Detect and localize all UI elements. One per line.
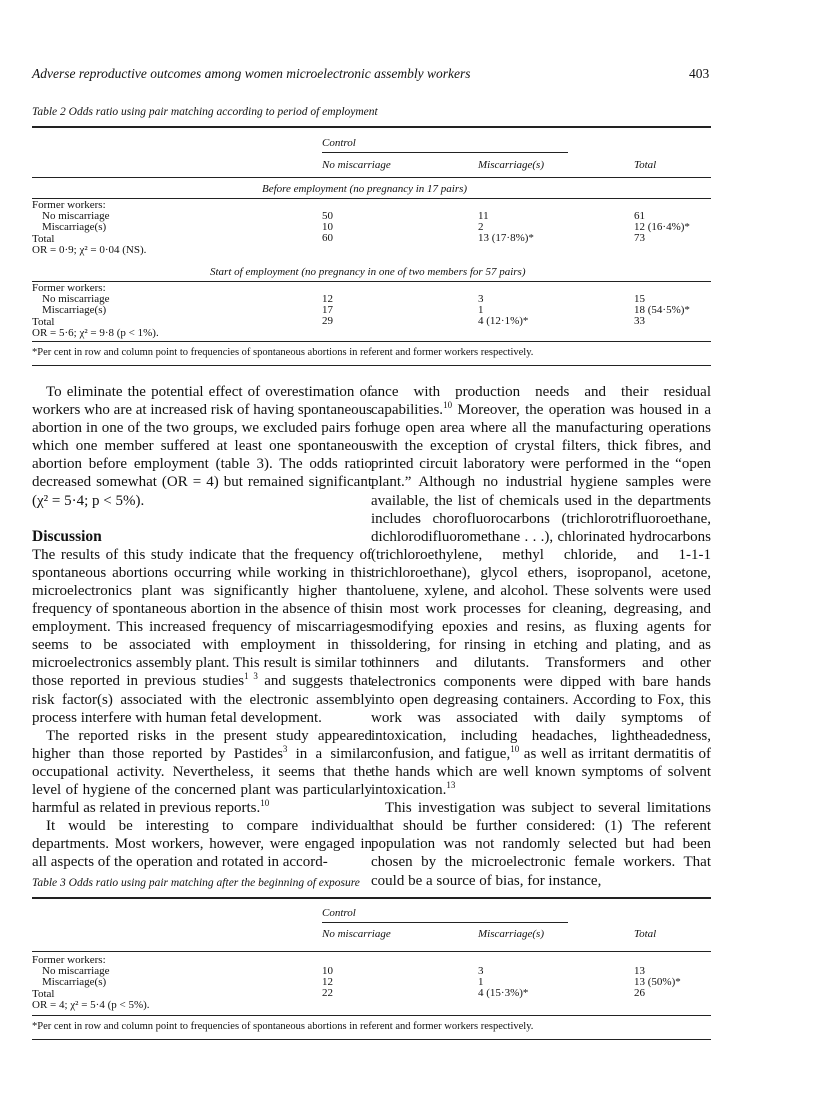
table-3-footnote-rule [32, 1039, 711, 1040]
table-2-section-2-col-3 [634, 294, 690, 328]
table-2-section-2-rule [32, 281, 711, 282]
table-2-bottom-rule [32, 341, 711, 342]
table-cell: 4 (12·1%)* [478, 315, 529, 328]
left-text-column [32, 383, 372, 871]
table-cell: 73 [634, 232, 645, 245]
row-label: Miscarriage(s) [42, 976, 107, 989]
paragraph: To eliminate the potential effect of overestimation of workers who are at increased risk of having spontaneous abortion in one of the two groups, we excluded pairs for which one member suffered at least one spontaneous abortion before employment (table 3). The odds ratio decreased somewhat (OR = 4) but remained significant (χ² = 5·4; p < 5%). [32, 384, 372, 509]
table-2-section-2-title: Start of employment (no pregnancy in one of two members for 57 pairs) [210, 266, 526, 278]
table-3-col-total: Total [634, 928, 657, 940]
table-cell: 13 [634, 965, 645, 977]
table-cell: 26 [634, 987, 645, 1000]
table-cell: 13 (50%)* [634, 976, 681, 989]
table-cell: 33 [634, 315, 645, 328]
table-cell: 1 [478, 976, 484, 989]
table-cell: 10 [322, 965, 333, 977]
table-2-section-2-col-1 [322, 294, 333, 328]
table-cell: 50 [322, 210, 333, 222]
row-label: Total [32, 315, 55, 328]
paragraph: ance with production needs and their residual capabilities.$^{10}$ Moreover, the operation was housed in a huge open area where all the manufacturing operations with the exception of crystal filters, thick fibres, and printed circuit laboratory were performed in the “open plant.” Although no industrial hygiene samples were available, the list of chemicals used in the departments includes chorofluorocarbons (trichlorotrifluoroethane, dichlorodifluoromethane . . .), chlorinated hydrocarbons (trichloroethylene, methyl chloride, and 1-1-1 trichloroethane), glycol ethers, isopropanol, acetone, toluene, xylene, and alcohol. These solvents were used in most work processes for cleaning, degreasing, and modifying epoxies and resins, as fluxing agents for soldering, for rinsing in etching and plating, and as thinners and dilutants. Transformers and other electronics components were dipped with bare hands into open degreasing containers. According to Fox, this work was associated with daily symptoms of intoxication, including headaches, lightheadedness, confusion, and fatigue,$^{10}$ as well as irritant dermatitis of the hands which are well known symptoms of solvent intoxication.$^{13}$ [371, 384, 711, 799]
paragraph: The results of this study indicate that the frequency of spontaneous abortions occurring while working in this microelectronics plant was significantly higher than frequency of spontaneous abortion in the absence of this employment. This increased frequency of miscarriages seems to be associated with employment in this microelectronics assembly plant. This result is similar to those reported in previous studies$^{1 3}$ and suggests that risk factor(s) associated with the electronic assembly process interfere with human fetal development. [32, 546, 372, 726]
row-label: OR = 0·9; χ² = 0·04 (NS). [32, 243, 147, 256]
table-3-caption: Table 3 Odds ratio using pair matching after the beginning of exposure [32, 877, 360, 889]
paragraph: It would be interesting to compare individual departments. Most workers, however, were engaged in all aspects of the operation and rotated in accord- [32, 818, 372, 871]
table-3-col-3 [634, 966, 681, 1000]
citation: 10 [510, 743, 520, 754]
table-3-col-no-miscarriage: No miscarriage [322, 928, 391, 940]
row-label: Total [32, 232, 55, 245]
table-3-control-header: Control [322, 907, 356, 919]
table-cell: 12 [322, 976, 333, 989]
table-2-top-rule [32, 126, 711, 128]
table-cell: 3 [478, 965, 484, 977]
row-label: Former workers: [32, 954, 106, 966]
table-2-control-rule [322, 152, 568, 153]
table-3-top-rule [32, 897, 711, 899]
table-3-bottom-rule [32, 1015, 711, 1016]
row-label: Former workers: [32, 282, 106, 294]
row-label: Miscarriage(s) [42, 221, 107, 234]
table-cell: 3 [478, 293, 484, 305]
row-label: No miscarriage [42, 965, 110, 978]
table-2-section-2-labels [32, 283, 159, 339]
row-label: OR = 4; χ² = 5·4 (p < 5%). [32, 998, 150, 1011]
table-cell: 15 [634, 293, 645, 305]
table-2-footnote: *Per cent in row and column point to frequencies of spontaneous abortions in referent and former workers respectively. [32, 347, 534, 358]
citation: 10 [443, 400, 453, 411]
table-2-section-1-labels [32, 200, 146, 256]
row-label: Total [32, 987, 55, 1000]
right-text-column [371, 383, 711, 890]
table-cell: 61 [634, 210, 645, 222]
table-3-footnote: *Per cent in row and column point to frequencies of spontaneous abortions in referent and former workers respectively. [32, 1021, 534, 1032]
citation: 13 [446, 780, 456, 791]
table-cell: 17 [322, 304, 333, 317]
table-cell: 22 [322, 987, 333, 1000]
row-label: No miscarriage [42, 210, 110, 223]
table-2-caption: Table 2 Odds ratio using pair matching according to period of employment [32, 106, 378, 118]
table-3-col-2 [478, 966, 528, 1000]
table-3-control-rule [322, 922, 568, 923]
table-2-footnote-rule [32, 365, 711, 366]
table-2-section-1-col-3 [634, 211, 690, 245]
table-2-section-1-col-2 [478, 211, 534, 245]
table-2-section-1-rule [32, 198, 711, 199]
table-3-labels [32, 955, 150, 1011]
citation: 10 [260, 798, 270, 809]
table-2-header-rule [32, 177, 711, 178]
table-2-section-1-title: Before employment (no pregnancy in 17 pairs) [262, 183, 468, 195]
table-cell: 1 [478, 304, 484, 317]
table-cell: 12 (16·4%)* [634, 221, 690, 234]
row-label: Former workers: [32, 199, 106, 211]
row-label: OR = 5·6; χ² = 9·8 (p < 1%). [32, 326, 159, 339]
table-3-header-rule [32, 951, 711, 952]
table-3-col-1 [322, 966, 333, 1000]
table-cell: 10 [322, 221, 333, 234]
table-cell: 12 [322, 293, 333, 305]
citation: 3 [282, 743, 288, 754]
table-cell: 4 (15·3%)* [478, 987, 529, 1000]
table-2-col-no-miscarriage: No miscarriage [322, 159, 391, 171]
paragraph: This investigation was subject to several limitations that should be further considered: (1) The referent population was not randomly selected but had been chosen by the microelectronic female workers. That could be a source of bias, for instance, [371, 800, 711, 889]
section-heading-discussion: Discussion [32, 527, 102, 545]
page-number: 403 [689, 66, 710, 81]
row-label: No miscarriage [42, 293, 110, 306]
table-2-control-header: Control [322, 137, 356, 149]
citation: 1 3 [244, 671, 258, 682]
table-cell: 13 (17·8%)* [478, 232, 534, 245]
table-cell: 2 [478, 221, 484, 234]
table-cell: 60 [322, 232, 333, 245]
row-label: Miscarriage(s) [42, 304, 107, 317]
table-2-col-miscarriage: Miscarriage(s) [478, 159, 544, 171]
table-2-col-total: Total [634, 159, 657, 171]
paragraph: The reported risks in the present study appeared higher than those reported by Pastides$^3$ in a similar occupational activity. Nevertheless, it seems that the level of hygiene of the concerned plant was particularly harmful as related in previous reports.$^{10}$ [32, 727, 372, 817]
table-3-col-miscarriage: Miscarriage(s) [478, 928, 544, 940]
running-header-title: Adverse reproductive outcomes among women microelectronic assembly workers [32, 66, 471, 81]
table-2-section-2-col-2 [478, 294, 528, 328]
table-2-section-1-col-1 [322, 211, 333, 245]
table-cell: 29 [322, 315, 333, 328]
table-cell: 11 [478, 210, 489, 222]
table-cell: 18 (54·5%)* [634, 304, 690, 317]
